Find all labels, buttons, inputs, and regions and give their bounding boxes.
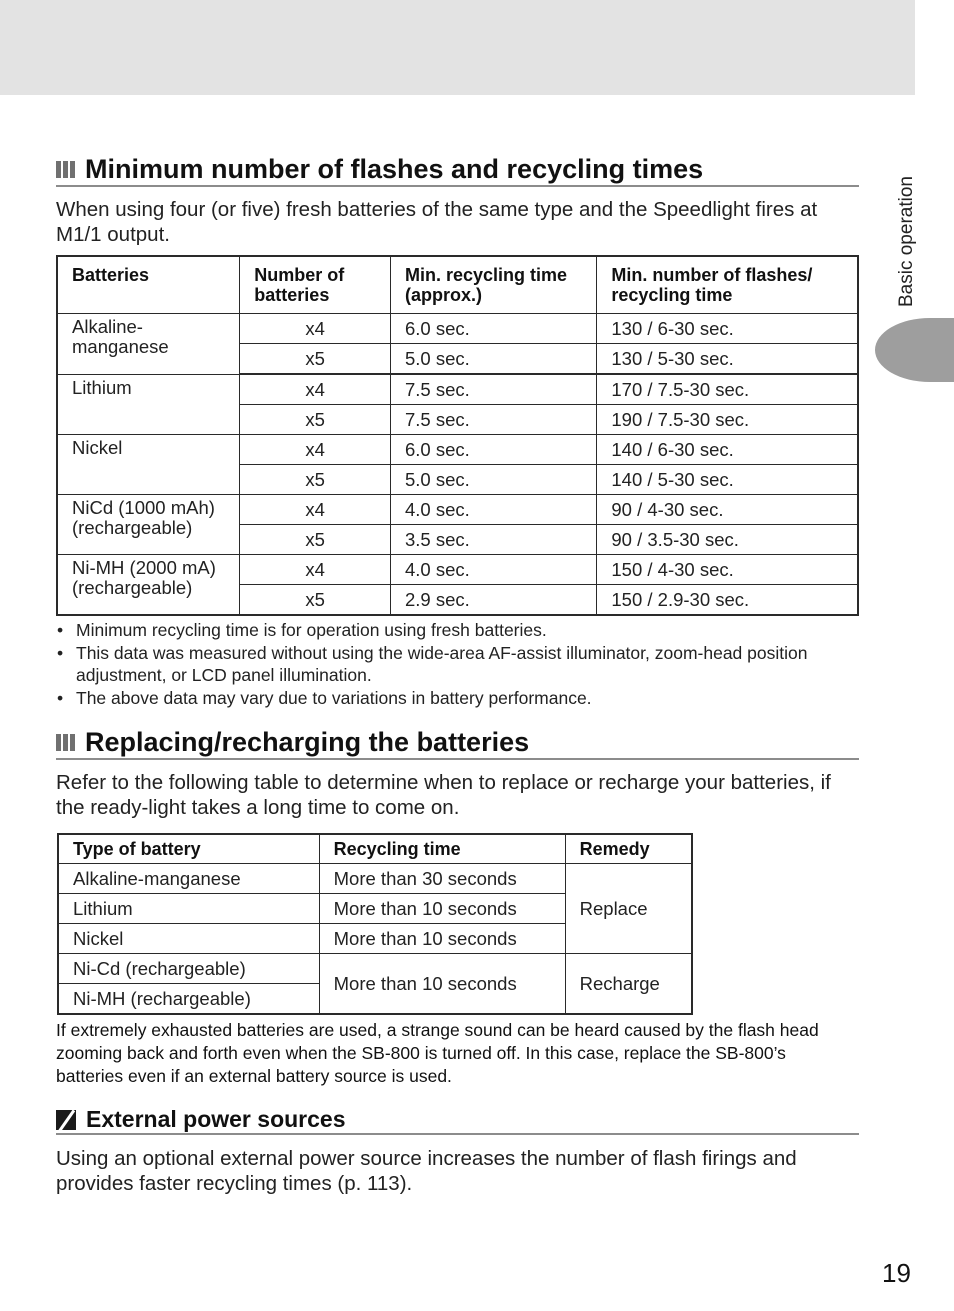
- flash-count-cell: 90 / 4-30 sec.: [597, 495, 858, 525]
- table-notes: [56, 619, 856, 709]
- column-header: Recycling time: [319, 834, 565, 864]
- recycle-time-cell: 7.5 sec.: [391, 405, 597, 435]
- section-side-label: Basic operation: [896, 176, 917, 307]
- battery-count-cell: x5: [240, 585, 391, 616]
- table-row: [57, 314, 858, 344]
- flash-count-cell: 190 / 7.5-30 sec.: [597, 405, 858, 435]
- recycle-time-cell: 6.0 sec.: [391, 314, 597, 344]
- table-row: [57, 435, 858, 465]
- section-thumb-tab: [875, 318, 954, 382]
- section-title: Minimum number of flashes and recycling times: [85, 154, 704, 184]
- battery-type-cell: Nickel: [58, 924, 319, 954]
- battery-type-cell: Ni-Cd (rechargeable): [58, 954, 319, 984]
- battery-count-cell: x4: [240, 555, 391, 585]
- battery-type-cell: Nickel: [57, 435, 240, 495]
- table-row: [57, 495, 858, 525]
- column-header: Min. recycling time (approx.): [391, 256, 597, 314]
- battery-type-cell: Ni-MH (rechargeable): [58, 984, 319, 1015]
- flash-count-cell: 150 / 4-30 sec.: [597, 555, 858, 585]
- recycle-time-cell: More than 10 seconds: [319, 894, 565, 924]
- column-header: Remedy: [565, 834, 692, 864]
- recycle-time-cell: 5.0 sec.: [391, 344, 597, 375]
- section-heading-replacing: [56, 727, 859, 760]
- column-header: Min. number of flashes/ recycling time: [597, 256, 858, 314]
- battery-type-cell: NiCd (1000 mAh) (rechargeable): [57, 495, 240, 555]
- table-row: [57, 555, 858, 585]
- recycle-time-cell: More than 10 seconds: [319, 954, 565, 1015]
- recycle-time-cell: More than 30 seconds: [319, 864, 565, 894]
- battery-count-cell: x5: [240, 405, 391, 435]
- battery-count-cell: x4: [240, 374, 391, 405]
- section-bars-icon: [56, 734, 75, 751]
- section-heading-flashes: [56, 154, 859, 187]
- section-title: Replacing/recharging the batteries: [85, 727, 530, 757]
- exhausted-battery-note: If extremely exhausted batteries are used, a strange sound can be heard caused by the flash head zooming back and forth even when the SB-800 is turned off. In this case, replace the SB-800’s batteries even if an external battery source is used.: [56, 1020, 819, 1086]
- battery-count-cell: x5: [240, 465, 391, 495]
- note-item: • Minimum recycling time is for operation using fresh batteries.: [56, 619, 856, 642]
- flash-count-cell: 130 / 5-30 sec.: [597, 344, 858, 375]
- battery-count-cell: x4: [240, 314, 391, 344]
- recycle-time-cell: 6.0 sec.: [391, 435, 597, 465]
- recycle-time-cell: 3.5 sec.: [391, 525, 597, 555]
- recycle-time-cell: 5.0 sec.: [391, 465, 597, 495]
- battery-type-cell: Lithium: [57, 374, 240, 435]
- battery-count-cell: x4: [240, 495, 391, 525]
- note-item: • This data was measured without using the wide-area AF-assist illuminator, zoom-head position adjustment, or LCD panel illumination.: [56, 642, 856, 687]
- header-band: [0, 0, 915, 95]
- battery-remedy-table: [57, 833, 693, 1015]
- remedy-cell: Recharge: [565, 954, 692, 1015]
- page-number: 19: [882, 1258, 911, 1288]
- section-text: Using an optional external power source increases the number of flash firings and provides faster recycling times (p. 113).: [56, 1147, 797, 1195]
- table-header-row: [57, 256, 858, 314]
- flash-recycling-table: [56, 255, 859, 616]
- section-bars-icon: [56, 161, 75, 178]
- note-item: • The above data may vary due to variations in battery performance.: [56, 687, 856, 710]
- section-intro: When using four (or five) fresh batteries of the same type and the Speedlight fires at M1/1 output.: [56, 198, 818, 246]
- battery-count-cell: x5: [240, 525, 391, 555]
- table-row: [58, 864, 692, 894]
- battery-count-cell: x4: [240, 435, 391, 465]
- battery-type-cell: Lithium: [58, 894, 319, 924]
- section-title: External power sources: [86, 1106, 346, 1132]
- recycle-time-cell: 2.9 sec.: [391, 585, 597, 616]
- note-pencil-icon: [56, 1110, 76, 1130]
- remedy-cell: Replace: [565, 864, 692, 954]
- column-header: Batteries: [57, 256, 240, 314]
- flash-count-cell: 150 / 2.9-30 sec.: [597, 585, 858, 616]
- battery-type-cell: Ni-MH (2000 mA) (rechargeable): [57, 555, 240, 616]
- recycle-time-cell: 4.0 sec.: [391, 495, 597, 525]
- flash-count-cell: 140 / 5-30 sec.: [597, 465, 858, 495]
- battery-type-cell: Alkaline-manganese: [57, 314, 240, 375]
- battery-type-cell: Alkaline-manganese: [58, 864, 319, 894]
- recycle-time-cell: 7.5 sec.: [391, 374, 597, 405]
- recycle-time-cell: 4.0 sec.: [391, 555, 597, 585]
- table-row: [58, 954, 692, 984]
- column-header: Type of battery: [58, 834, 319, 864]
- table-row: [57, 374, 858, 405]
- flash-count-cell: 170 / 7.5-30 sec.: [597, 374, 858, 405]
- section-heading-external-power: [56, 1106, 859, 1135]
- flash-count-cell: 130 / 6-30 sec.: [597, 314, 858, 344]
- section-intro: Refer to the following table to determine when to replace or recharge your batteries, if the ready-light takes a long time to come on.: [56, 771, 831, 819]
- recycle-time-cell: More than 10 seconds: [319, 924, 565, 954]
- column-header: Number of batteries: [240, 256, 391, 314]
- battery-count-cell: x5: [240, 344, 391, 375]
- flash-count-cell: 140 / 6-30 sec.: [597, 435, 858, 465]
- table-header-row: [58, 834, 692, 864]
- flash-count-cell: 90 / 3.5-30 sec.: [597, 525, 858, 555]
